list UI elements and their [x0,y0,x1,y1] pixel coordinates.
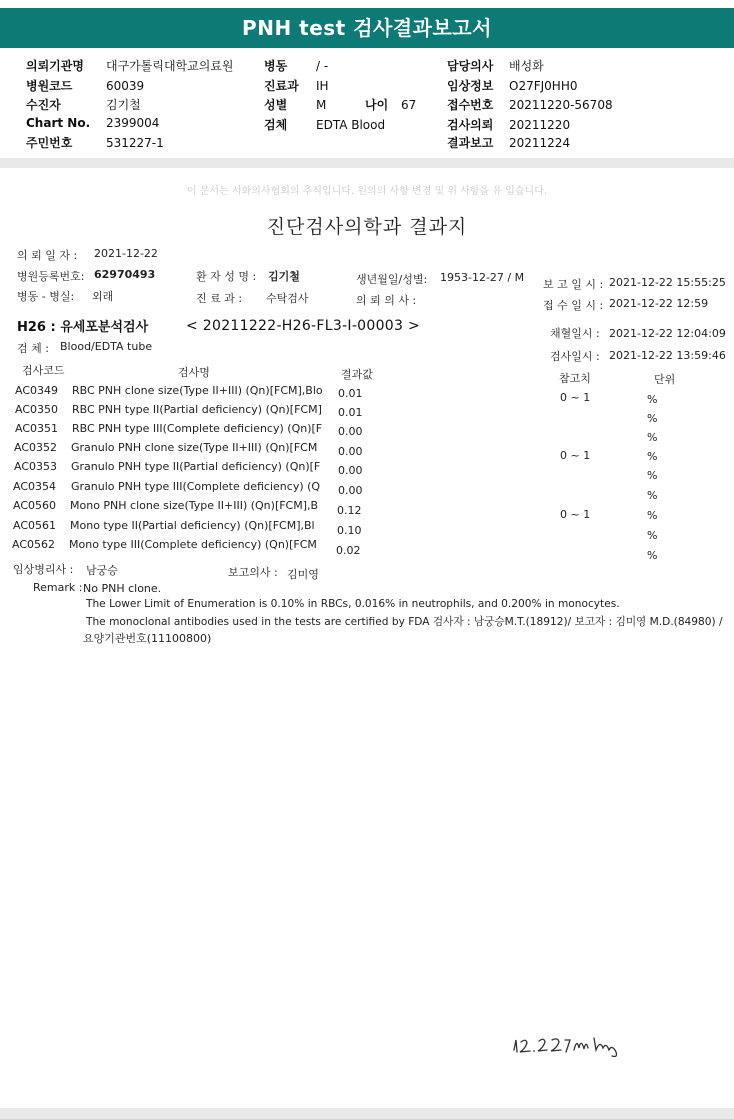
row-result: 0.01 [338,406,363,419]
row-result: 0.00 [338,484,363,497]
reporter-label: 보고의사 : [228,566,278,579]
receipt-no-label: 접수번호 [447,98,494,112]
report-date-value: 20211224 [509,136,571,150]
chart-no-value: 2399004 [106,116,160,130]
col-header-result: 결과값 [341,368,373,381]
specimen-value: EDTA Blood [316,118,386,132]
department-label: 진료과 [264,79,299,93]
physician-label: 담당의사 [447,59,494,73]
birth-value: 1953-12-27 / M [440,271,525,284]
col-header-code: 검사코드 [22,364,65,377]
result-row [0,519,734,542]
technician-label: 임상병리사 : [13,563,74,576]
age-label: 나이 [365,98,389,112]
collect-datetime-value: 2021-12-22 12:04:09 [609,327,726,340]
remark-label: Remark : [33,581,83,594]
institution-label: 의뢰기관명 [26,59,84,73]
row-result: 0.00 [338,445,363,458]
remark-line: 요양기관번호(11100800) [83,632,212,645]
report-title: PNH test 검사결과보고서 [0,8,734,48]
reg-no-value: 62970493 [94,268,156,281]
reg-no-label: 병원등록번호: [17,270,85,283]
specimen-value-scan: Blood/EDTA tube [60,340,153,353]
collect-datetime-label: 채혈일시 : [550,327,600,340]
row-test-name: Granulo PNH type II(Partial deficiency) (Qn)[F [71,460,321,473]
col-header-ref: 참고치 [559,372,591,385]
patient-name-label: 환 자 성 명 : [196,270,257,283]
row-test-name: Mono type II(Partial deficiency) (Qn)[FCM],Bl [70,519,315,532]
ward-room-value: 외래 [92,290,114,303]
row-unit: % [647,489,658,502]
result-row [0,403,734,425]
patient-value: 김기철 [106,98,141,112]
ward-value: / - [316,59,329,73]
header-row-report-date [447,134,570,151]
report-datetime-label: 보 고 일 시 : [543,278,604,291]
row-unit: % [647,431,658,444]
document-title: 진단검사의학과 결과지 [266,216,468,238]
department-value: IH [316,79,329,93]
patient-name-value: 김기철 [268,270,300,283]
row-unit: % [647,412,658,425]
row-unit: % [647,469,658,482]
row-unit: % [647,509,658,522]
row-test-name: Mono type III(Complete deficiency) (Qn)[FCM [69,538,317,551]
row-unit: % [647,529,658,542]
birth-label: 생년월일/성별: [356,273,428,286]
resident-no-value: 531227-1 [106,136,164,150]
request-date-value-scan: 2021-12-22 [94,247,158,260]
row-result: 0.12 [337,504,362,517]
row-test-name: Granulo PNH clone size(Type II+III) (Qn)[FCM [71,441,318,454]
report-datetime-value: 2021-12-22 15:55:25 [609,276,726,289]
receipt-datetime-label: 접 수 일 시 : [543,299,604,312]
row-code: AC0352 [14,441,58,454]
row-code: AC0560 [13,499,57,512]
row-test-name: RBC PNH clone size(Type II+III) (Qn)[FCM],Blo [72,384,323,397]
header-row-ward [264,57,328,74]
ward-label: 병동 [264,59,288,73]
header-row-specimen [264,116,385,133]
test-datetime-value: 2021-12-22 13:59:46 [609,349,726,362]
remark-line: No PNH clone. [83,582,162,595]
header-row-resident-no [26,134,164,151]
header-row-hospital-code [26,77,144,94]
header-row-institution [26,57,234,74]
receipt-no-value: 20211220-56708 [509,98,613,112]
patient-label: 수진자 [26,98,61,112]
bottom-band [0,1108,734,1119]
specimen-label: 검체 [264,118,288,132]
row-test-name: RBC PNH type III(Complete deficiency) (Qn)[F [72,422,323,435]
row-reference: 0 ~ 1 [560,508,591,521]
result-row [0,499,734,522]
row-unit: % [647,549,658,562]
faded-notice: 이 문서는 서화의사협회의 추식입니다. 원의의 사항 변경 및 위 사항을 유 입습니다. [186,186,548,197]
separator-band [0,158,734,168]
handwritten-signature [508,1028,628,1060]
sex-label: 성별 [264,98,288,112]
header-row-clinical-info [447,77,577,94]
ward-room-label: 병동 - 병실: [17,290,75,303]
header-row-age [365,96,416,113]
header-row-patient [26,96,141,113]
test-datetime-label: 검사일시 : [550,350,600,363]
request-date-label-scan: 의 뢰 일 자 : [17,249,78,262]
col-header-unit: 단위 [654,373,676,386]
row-test-name: Granulo PNH type III(Complete deficiency) (Q [71,480,321,493]
section-title: H26 : 유세포분석검사 [17,320,149,335]
dept-label-scan: 진 료 과 : [196,292,243,305]
row-result: 0.00 [338,425,363,438]
row-result: 0.10 [337,524,362,537]
request-date-label: 검사의뢰 [447,118,494,132]
result-row [0,460,734,482]
age-value: 67 [401,98,417,112]
hospital-code-label: 병원코드 [26,79,73,93]
report-date-label: 결과보고 [447,136,494,150]
institution-value: 대구가톨릭대학교의료원 [106,59,234,73]
row-code: AC0354 [13,480,57,493]
row-code: AC0561 [13,519,57,532]
resident-no-label: 주민번호 [26,136,73,150]
remark-line: The Lower Limit of Enumeration is 0.10% in RBCs, 0.016% in neutrophils, and 0.200% in monocytes. [86,598,620,610]
result-row [0,538,734,562]
row-unit: % [647,450,658,463]
row-result: 0.02 [336,544,361,557]
request-date-value: 20211220 [509,118,571,132]
row-code: AC0350 [15,403,59,416]
hospital-code-value: 60039 [106,79,145,93]
row-code: AC0351 [15,422,59,435]
technician-value: 남궁승 [86,564,118,577]
result-row [0,441,734,463]
row-code: AC0349 [15,384,59,397]
clinical-info-value: O27FJ0HH0 [509,79,578,93]
receipt-datetime-value: 2021-12-22 12:59 [609,297,709,310]
row-code: AC0562 [12,538,56,551]
row-code: AC0353 [14,460,58,473]
reporter-value: 김미영 [287,568,319,581]
physician-value: 배성화 [509,59,544,73]
requesting-doctor-label: 의 뢰 의 사 : [356,294,417,307]
header-row-request-date [447,116,570,133]
sex-value: M [316,98,327,112]
header-row-sex [264,96,326,113]
dept-value-scan: 수탁검사 [266,292,309,305]
chart-no-label: Chart No. [26,116,91,130]
header-row-receipt-no [447,96,613,113]
row-test-name: RBC PNH type II(Partial deficiency) (Qn)[FCM] [72,403,322,416]
row-result: 0.00 [338,464,363,477]
row-reference: 0 ~ 1 [560,391,591,404]
header-row-department [264,77,329,94]
result-row [0,384,734,406]
row-result: 0.01 [338,387,363,400]
row-reference: 0 ~ 1 [560,449,591,462]
specimen-label-scan: 검 체 : [17,342,49,355]
result-row [0,480,734,502]
remark-line: The monoclonal antibodies used in the tests are certified by FDA 검사자 : 남궁승M.T.(18912)/ 보고자 : 김미영 M.D.(84980) / [86,616,723,628]
result-row [0,422,734,444]
col-header-name: 검사명 [178,366,210,379]
row-unit: % [647,393,658,406]
accession-number: < 20211222-H26-FL3-I-00003 > [186,318,420,334]
row-test-name: Mono PNH clone size(Type II+III) (Qn)[FCM],B [70,499,319,512]
header-row-physician [447,57,544,74]
clinical-info-label: 임상정보 [447,79,494,93]
header-row-chart-no [26,116,159,130]
